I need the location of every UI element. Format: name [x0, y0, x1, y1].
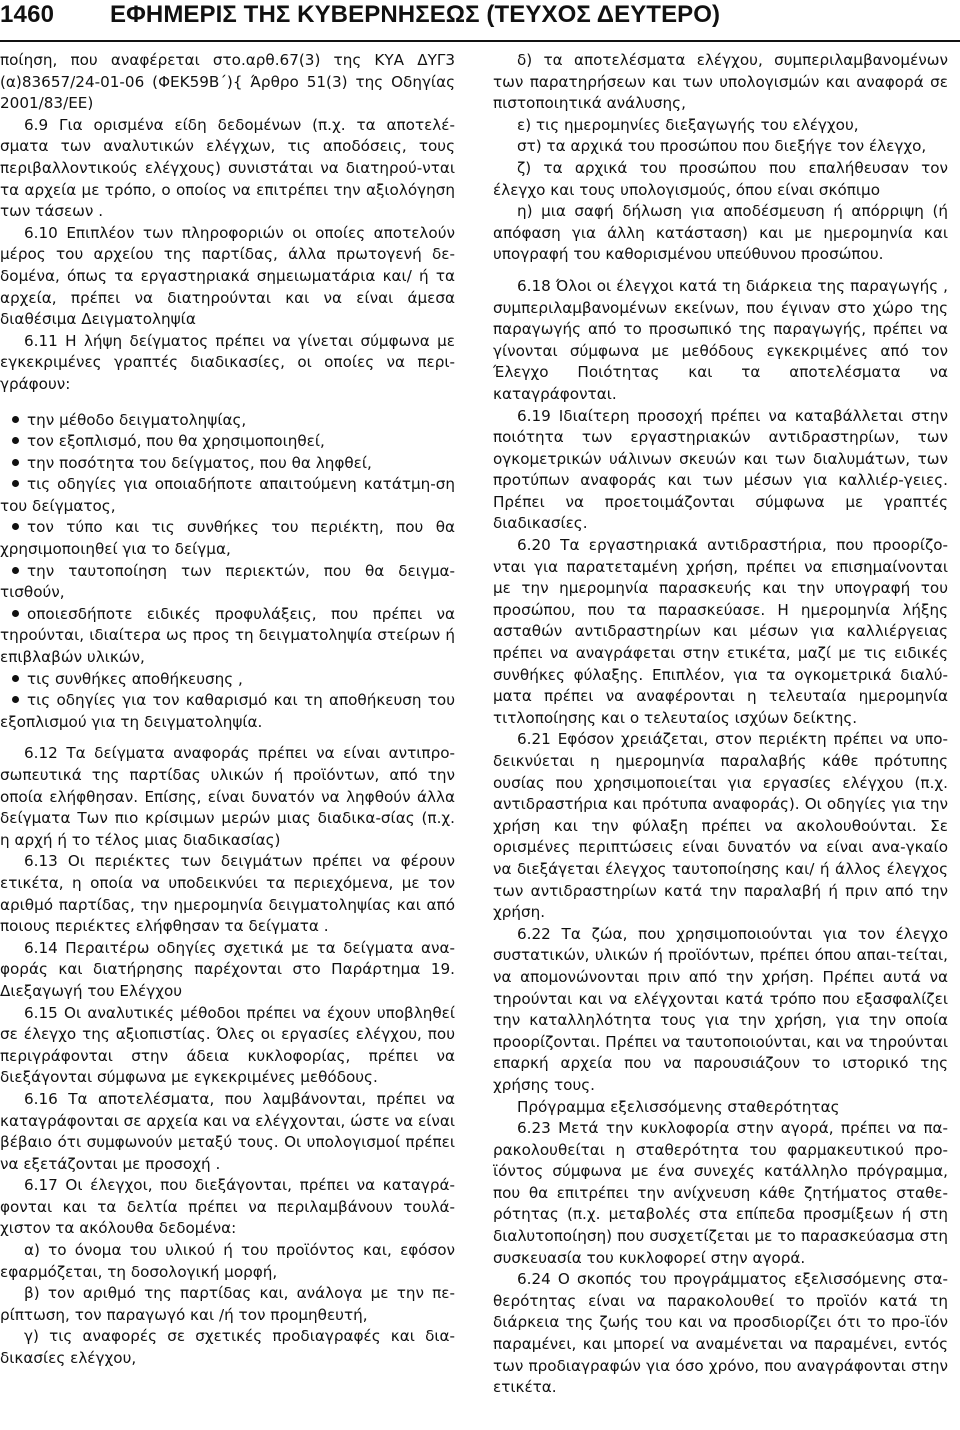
paragraph: 6.19 Ιδιαίτερη προσοχή πρέπει να καταβάλλεται στην ποιότητα των εργαστηριακών αντιδραστηρίων, των ογκομετρικών υάλινων σκευών και των διαλυμάτων, των προτύπων αναφοράς και των μέσων για καλλιέρ-γειες. Πρέπει να προετοιμάζονται σύμφωνα με γραπτές διαδικασίες.: [493, 406, 948, 533]
bullet-icon: [12, 459, 19, 466]
list-item-text: οποιεσδήποτε ειδικές προφυλάξεις, που πρέπει να τηρούνται, ιδιαίτερα ως προς τη δειγματοληψία στείρων ή επιβλαβών υλικών,: [0, 604, 455, 667]
paragraph: 6.10 Επιπλέον των πληροφοριών οι οποίες αποτελούν μέρος του αρχείου της παρτίδας, άλλα πρωτογενή δε-δομένα, όπως τα εργαστηριακά σημειωματάρια και/ ή τα αρχεία, πρέπει να διατηρούνται και να είναι άμεσα διαθέσιμα Δειγματοληψία: [0, 223, 455, 329]
paragraph: 6.15 Οι αναλυτικές μέθοδοι πρέπει να έχουν υποβληθεί σε έλεγχο της αξιοπιστίας. Όλες οι εργασίες ελέγχου, που περιγράφονται στην άδεια κυκλοφορίας, πρέπει να διεξάγονται σύμφωνα με εγκεκριμένες μεθόδους.: [0, 1003, 455, 1087]
paragraph: ε) τις ημερομηνίες διεξαγωγής του ελέγχου,: [517, 115, 859, 134]
list-item-text: τις οδηγίες για τον καθαρισμό και τη αποθήκευση του εξοπλισμού για τη δειγματοληψία.: [0, 691, 455, 731]
paragraph: 6.21 Εφόσον χρειάζεται, στον περιέκτη πρέπει να υπο-δεικνύεται η ημερομηνία παραλαβής κάθε πρότυπης ουσίας που χρησιμοποιείται για εργασίες ελέγχου (π.χ. αντιδραστήρια και πρότυπα αναφοράς). Οι οδηγίες για την χρήση και την φύλαξη πρέπει να ακολουθούνται. Σε ορισμένες περιπτώσεις είναι δυνατόν να είναι ανα-γκαίο να διεξάγεται έλεγχος ταυτοποίησης και/ ή άλλος έλεγχος των αντιδραστηρίων κατά την παραλαβή ή πριν από την χρήση.: [493, 730, 948, 922]
list-item: [0, 517, 455, 560]
paragraph: ποίηση, που αναφέρεται στο.αρθ.67(3) της ΚΥΑ ΔΥΓ3 (α)83657/24-01-06 (ΦΕΚ59Β΄){ Άρθρο 51(3) της Οδηγίας 2001/83/ΕΕ): [0, 51, 455, 113]
paragraph: 6.9 Για ορισμένα είδη δεδομένων (π.χ. τα αποτελέ-σματα των αναλυτικών ελέγχων, τις αποδόσεις, τους περιβαλλοντικούς ελέγχους) συνιστάται να διατηρού-νται τα αρχεία με τρόπο, ο οποίος να επιτρέπει την αξιολόγηση των τάσεων .: [0, 115, 455, 221]
bullet-icon: [12, 523, 19, 530]
list-item-text: την ταυτοποίηση των περιεκτών, που θα δειγμα-τισθούν,: [0, 561, 455, 602]
right-column: [493, 50, 948, 1399]
list-item-text: τον εξοπλισμό, που θα χρησιμοποιηθεί,: [27, 432, 325, 451]
list-item: [0, 669, 455, 691]
list-item: [0, 410, 455, 432]
bullet-icon: [12, 480, 19, 487]
paragraph: 6.23 Μετά την κυκλοφορία στην αγορά, πρέπει να πα-ρακολουθείται η σταθερότητα του φαρμακευτικού προ-ϊόντος σύμφωνα με ένα συνεχές κατάλληλο πρόγραμμα, που θα επιτρέπει την ανίχνευση κάθε ζητήματος σταθε-ρότητας (π.χ. μεταβολές στα επίπεδα προσμίξεων ή στη διαλυτοποίηση) που συσχετίζεται με το παρασκεύασμα στη συσκευασία του κυκλοφορεί στην αγορά.: [493, 1119, 948, 1267]
paragraph: 6.22 Τα ζώα, που χρησιμοποιούνται για τον έλεγχο συστατικών, υλικών ή προϊόντων, πρέπει όπου απαι-τείται, να απομονώνονται πριν από την χρήση. Πρέπει αυτά να τηρούνται και να ελέγχονται κατά τρόπο που εξασφαλίζει την καταλληλότητα τους για την χρήση, για την οποία προορίζονται. Πρέπει να ταυτοποιούνται, και να τηρούνται επαρκή αρχεία που να παρουσιάζουν το ιστορικό της χρήσης τους.: [493, 924, 948, 1094]
paragraph: στ) τα αρχικά του προσώπου που διεξήγε τον έλεγχο,: [517, 137, 927, 156]
left-column: [0, 50, 455, 1370]
paragraph: 6.13 Οι περιέκτες των δειγμάτων πρέπει να φέρουν ετικέτα, η οποία να υποδεικνύει τα περιεχόμενα, με τον αριθμό παρτίδας, την ημερομηνία δειγματοληψίας και από ποιους περιέκτες ελήφθησαν τα δείγματα .: [0, 852, 455, 936]
paragraph: δ) τα αποτελέσματα ελέγχου, συμπεριλαμβανομένων των παρατηρήσεων και των υπολογισμών και αναφορά σε πιστοποιητικά ανάλυσης,: [493, 51, 948, 113]
list-item: [0, 453, 455, 475]
page-number: 1460: [0, 1, 55, 28]
list-item: [0, 474, 455, 517]
paragraph: 6.16 Τα αποτελέσματα, που λαμβάνονται, πρέπει να καταγράφονται σε αρχεία και να ελέγχονται, ώστε να είναι βέβαιο ότι συμφωνούν μεταξύ τους. Οι υπολογισμοί πρέπει να εξετάζονται με προσοχή .: [0, 1089, 455, 1173]
paragraph: 6.17 Οι έλεγχοι, που διεξάγονται, πρέπει να καταγρά-φονται και τα δελτία πρέπει να περιλαμβάνουν τουλά-χιστον τα ακόλουθα δεδομένα:: [0, 1176, 455, 1238]
list-item-text: την μέθοδο δειγματοληψίας,: [27, 410, 247, 429]
page-header: [0, 0, 960, 42]
sampling-list: [0, 410, 455, 734]
bullet-icon: [12, 675, 19, 682]
list-item-text: τον τύπο και τις συνθήκες του περιέκτη, που θα χρησιμοποιηθεί για το δείγμα,: [0, 518, 455, 559]
list-item: [0, 431, 455, 453]
list-item: [0, 604, 455, 669]
paragraph: β) τον αριθμό της παρτίδας και, ανάλογα με την πε-ρίπτωση, τον παραγωγό και /ή τον προμηθευτή,: [0, 1284, 455, 1324]
list-item-text: την ποσότητα του δείγματος, που θα ληφθεί,: [27, 453, 372, 472]
section-heading: Πρόγραμμα εξελισσόμενης σταθερότητας: [517, 1097, 840, 1116]
bullet-icon: [12, 696, 19, 703]
bullet-icon: [12, 416, 19, 423]
paragraph: 6.12 Τα δείγματα αναφοράς πρέπει να είναι αντιπρο-σωπευτικά της παρτίδας υλικών ή προϊόντων, από την οποία ελήφθησαν. Επίσης, είναι δυνατόν να ληφθούν άλλα δείγματα Των πιο κρίσιμων μερών μιας διαδικα-σίας (π.χ. η αρχή ή το τέλος μιας διαδικασίας): [0, 744, 455, 849]
running-title: ΕΦΗΜΕΡΙΣ ΤΗΣ ΚΥΒΕΡΝΗΣΕΩΣ (ΤΕΥΧΟΣ ΔΕΥΤΕΡΟ): [110, 1, 721, 28]
list-item: [0, 561, 455, 604]
paragraph: γ) τις αναφορές σε σχετικές προδιαγραφές και δια-δικασίες ελέγχου,: [0, 1327, 455, 1368]
bullet-icon: [12, 610, 19, 617]
paragraph: 6.20 Τα εργαστηριακά αντιδραστήρια, που προορίζο-νται για παρατεταμένη χρήση, πρέπει να επισημαίνονται με την ημερομηνία παρασκευής και την υπογραφή του προσώπου, που τα παρασκεύασε. Η ημερομηνία λήξης ασταθών αντιδραστηρίων και μέσων για καλλιέργειας πρέπει να αναγράφεται στην ετικέτα, μαζί με τις ειδικές συνθήκες φύλαξης. Επιπλέον, για τα ογκομετρικά διαλύ-ματα πρέπει να αναφέρονται η τελευταία ημερομηνία τιτλοποίησης και ο τελευταίος ισχύων δείκτης.: [493, 536, 948, 727]
paragraph: 6.11 Η λήψη δείγματος πρέπει να γίνεται σύμφωνα με εγκεκριμένες γραπτές διαδικασίες, οι οποίες να περι-γράφουν:: [0, 331, 455, 393]
paragraph: α) το όνομα του υλικού ή του προϊόντος και, εφόσον εφαρμόζεται, τη δοσολογική μορφή,: [0, 1241, 455, 1281]
list-item: [0, 690, 455, 733]
paragraph: 6.24 Ο σκοπός του προγράμματος εξελισσόμενης στα-θερότητας είναι να παρακολουθεί το προϊόν κατά τη διάρκεια της ζωής του και να προσδιορίζει ότι το προ-ϊόν παραμένει, και μπορεί να αναμένεται να παραμένει, εντός των προδιαγραφών για όσο χρόνο, που αναγράφονται στην ετικέτα.: [493, 1270, 948, 1397]
paragraph: ζ) τα αρχικά του προσώπου που επαλήθευσαν τον έλεγχο και τους υπολογισμούς, όπου είναι σκόπιμο: [493, 158, 948, 199]
bullet-icon: [12, 567, 19, 574]
list-item-text: τις οδηγίες για οποιαδήποτε απαιτούμενη κατάτμη-ση του δείγματος,: [0, 475, 455, 515]
list-item-text: τις συνθήκες αποθήκευσης ,: [27, 669, 243, 688]
paragraph: η) μια σαφή δήλωση για αποδέσμευση ή απόρριψη (ή απόφαση για άλλη κατάσταση) και με ημερομηνία και υπογραφή του καθορισμένου υπεύθυνου προσώπου.: [493, 202, 948, 264]
bullet-icon: [12, 437, 19, 444]
paragraph: 6.18 Όλοι οι έλεγχοι κατά τη διάρκεια της παραγωγής , συμπεριλαμβανομένων εκείνων, που έγιναν στο χώρο της παραγωγής από το προσωπικό της παραγωγής, πρέπει να γίνονται σύμφωνα με μεθόδους εγκεκριμένες από τον Έλεγχο Ποιότητας και τα αποτελέσματα να καταγράφονται.: [493, 276, 948, 403]
paragraph: 6.14 Περαιτέρω οδηγίες σχετικά με τα δείγματα ανα-φοράς και διατήρησης παρέχονται στο Παράρτημα 19. Διεξαγωγή του Ελέγχου: [0, 938, 455, 1000]
